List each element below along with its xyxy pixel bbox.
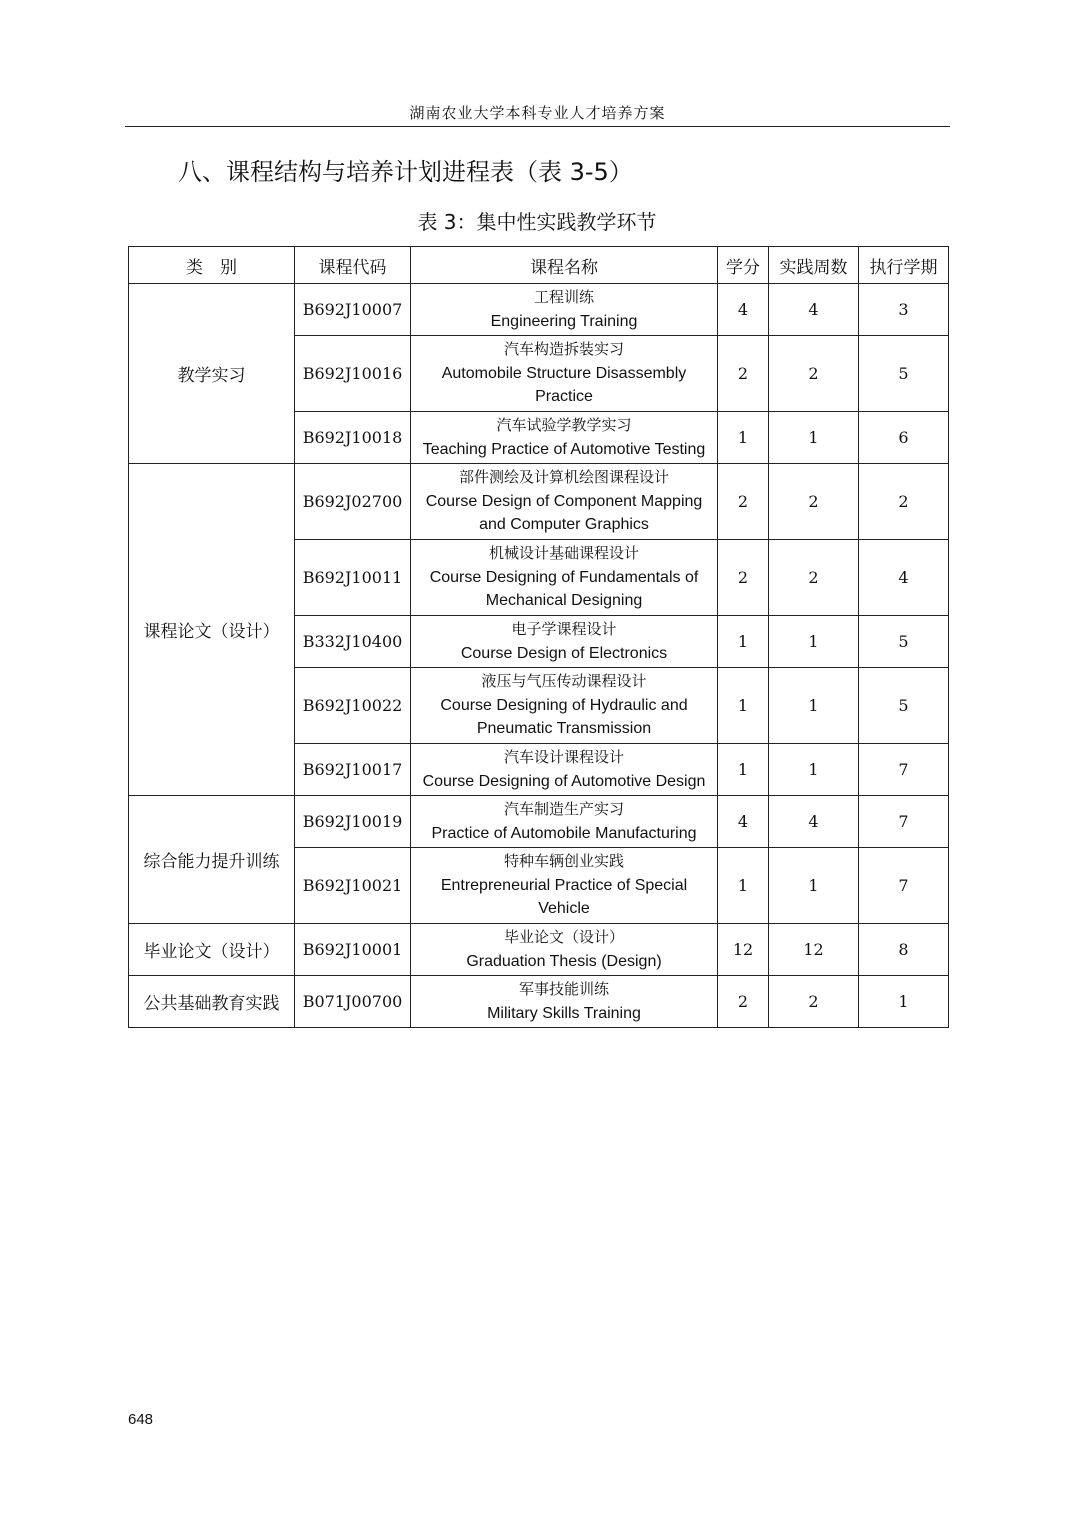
course-name-cell — [411, 412, 718, 464]
column-header: 学分 — [718, 247, 769, 284]
course-name-cell — [411, 668, 718, 744]
weeks-cell: 1 — [769, 848, 859, 924]
course-name-cell — [411, 464, 718, 540]
course-name-cn: 机械设计基础课程设计 — [488, 544, 639, 563]
course-code-cell: B692J10011 — [295, 540, 411, 616]
credit-cell: 2 — [718, 336, 769, 412]
course-name-cell — [411, 336, 718, 412]
weeks-cell: 2 — [769, 336, 859, 412]
term-cell: 1 — [859, 976, 949, 1028]
course-code-cell: B692J10019 — [295, 796, 411, 848]
term-cell: 4 — [859, 540, 949, 616]
credit-cell: 2 — [718, 464, 769, 540]
course-name-en: Course Design of Component Mapping and Computer Graphics — [425, 492, 703, 534]
credit-cell: 2 — [718, 540, 769, 616]
term-cell: 5 — [859, 336, 949, 412]
credit-cell: 2 — [718, 976, 769, 1028]
course-name-cell — [411, 848, 718, 924]
page-header-text: 湖南农业大学本科专业人才培养方案 — [409, 104, 666, 122]
course-code-cell: B332J10400 — [295, 616, 411, 668]
course-code-cell: B071J00700 — [295, 976, 411, 1028]
category-cell: 综合能力提升训练 — [129, 796, 295, 924]
course-name-cn: 液压与气压传动课程设计 — [481, 672, 647, 691]
course-name-en: Practice of Automobile Manufacturing — [431, 824, 697, 842]
course-name-en: Course Design of Electronics — [460, 644, 668, 662]
credit-cell: 1 — [718, 848, 769, 924]
table-row — [129, 796, 949, 848]
course-name-cell — [411, 744, 718, 796]
weeks-cell: 4 — [769, 796, 859, 848]
course-name-cell — [411, 616, 718, 668]
course-code-cell: B692J02700 — [295, 464, 411, 540]
course-name-cn: 汽车设计课程设计 — [503, 748, 624, 766]
course-name-cn: 部件测绘及计算机绘图课程设计 — [458, 468, 669, 487]
term-cell: 5 — [859, 616, 949, 668]
weeks-cell: 4 — [769, 284, 859, 336]
course-code-cell: B692J10018 — [295, 412, 411, 464]
credit-cell: 1 — [718, 412, 769, 464]
term-cell: 5 — [859, 668, 949, 744]
course-name-en: Course Designing of Automotive Design — [422, 772, 706, 790]
weeks-cell: 2 — [769, 464, 859, 540]
practice-table — [128, 246, 949, 1028]
course-name-cn: 军事技能训练 — [518, 980, 609, 998]
category-cell: 教学实习 — [129, 284, 295, 464]
weeks-cell: 12 — [769, 924, 859, 976]
course-name-cn: 汽车试验学教学实习 — [496, 416, 632, 434]
term-cell: 2 — [859, 464, 949, 540]
weeks-cell: 2 — [769, 540, 859, 616]
term-cell: 6 — [859, 412, 949, 464]
course-name-en: Course Designing of Hydraulic and Pneumatic Transmission — [440, 696, 688, 738]
category-cell: 公共基础教育实践 — [129, 976, 295, 1028]
course-name-cell — [411, 924, 718, 976]
category-cell: 毕业论文（设计） — [129, 924, 295, 976]
course-name-en: Engineering Training — [490, 312, 638, 330]
weeks-cell: 1 — [769, 616, 859, 668]
course-name-en: Teaching Practice of Automotive Testing — [422, 440, 706, 458]
course-code-cell: B692J10022 — [295, 668, 411, 744]
term-cell: 8 — [859, 924, 949, 976]
course-name-en: Entrepreneurial Practice of Special Vehicle — [440, 876, 688, 918]
course-name-cell — [411, 540, 718, 616]
category-cell: 课程论文（设计） — [129, 464, 295, 796]
weeks-cell: 1 — [769, 668, 859, 744]
credit-cell: 4 — [718, 284, 769, 336]
course-code-cell: B692J10017 — [295, 744, 411, 796]
course-name-cn: 特种车辆创业实践 — [503, 852, 624, 871]
table-body — [129, 284, 949, 1028]
credit-cell: 1 — [718, 744, 769, 796]
term-cell: 7 — [859, 796, 949, 848]
course-name-cell — [411, 976, 718, 1028]
course-code-cell: B692J10016 — [295, 336, 411, 412]
course-name-en: Course Designing of Fundamentals of Mechanical Designing — [429, 568, 699, 610]
column-header: 实践周数 — [769, 247, 859, 284]
course-code-cell: B692J10007 — [295, 284, 411, 336]
column-header: 类 别 — [129, 247, 295, 284]
credit-cell: 1 — [718, 668, 769, 744]
table-header-row — [129, 247, 949, 284]
table-title: 表 3：集中性实践教学环节 — [417, 210, 657, 234]
course-code-cell: B692J10001 — [295, 924, 411, 976]
course-name-cell — [411, 796, 718, 848]
course-name-en: Automobile Structure Disassembly Practice — [441, 364, 687, 406]
credit-cell: 1 — [718, 616, 769, 668]
section-title: 八、课程结构与培养计划进程表（表 3-5） — [178, 158, 633, 186]
column-header: 课程代码 — [295, 247, 411, 284]
credit-cell: 4 — [718, 796, 769, 848]
table-row — [129, 976, 949, 1028]
course-name-cn: 毕业论文（设计） — [503, 928, 624, 946]
column-header: 课程名称 — [411, 247, 718, 284]
weeks-cell: 1 — [769, 744, 859, 796]
course-name-cn: 汽车制造生产实习 — [503, 800, 624, 818]
course-name-cell — [411, 284, 718, 336]
term-cell: 7 — [859, 848, 949, 924]
course-name-cn: 汽车构造拆装实习 — [503, 340, 624, 359]
course-code-cell: B692J10021 — [295, 848, 411, 924]
table-row — [129, 284, 949, 336]
course-name-cn: 工程训练 — [533, 288, 594, 306]
table-row — [129, 924, 949, 976]
page-number: 648 — [128, 1411, 154, 1428]
course-name-en: Military Skills Training — [487, 1004, 641, 1022]
page-header — [125, 98, 950, 127]
term-cell: 3 — [859, 284, 949, 336]
weeks-cell: 1 — [769, 412, 859, 464]
column-header: 执行学期 — [859, 247, 949, 284]
table-row — [129, 464, 949, 540]
course-name-cn: 电子学课程设计 — [511, 620, 617, 638]
credit-cell: 12 — [718, 924, 769, 976]
weeks-cell: 2 — [769, 976, 859, 1028]
course-name-en: Graduation Thesis (Design) — [466, 952, 662, 970]
term-cell: 7 — [859, 744, 949, 796]
